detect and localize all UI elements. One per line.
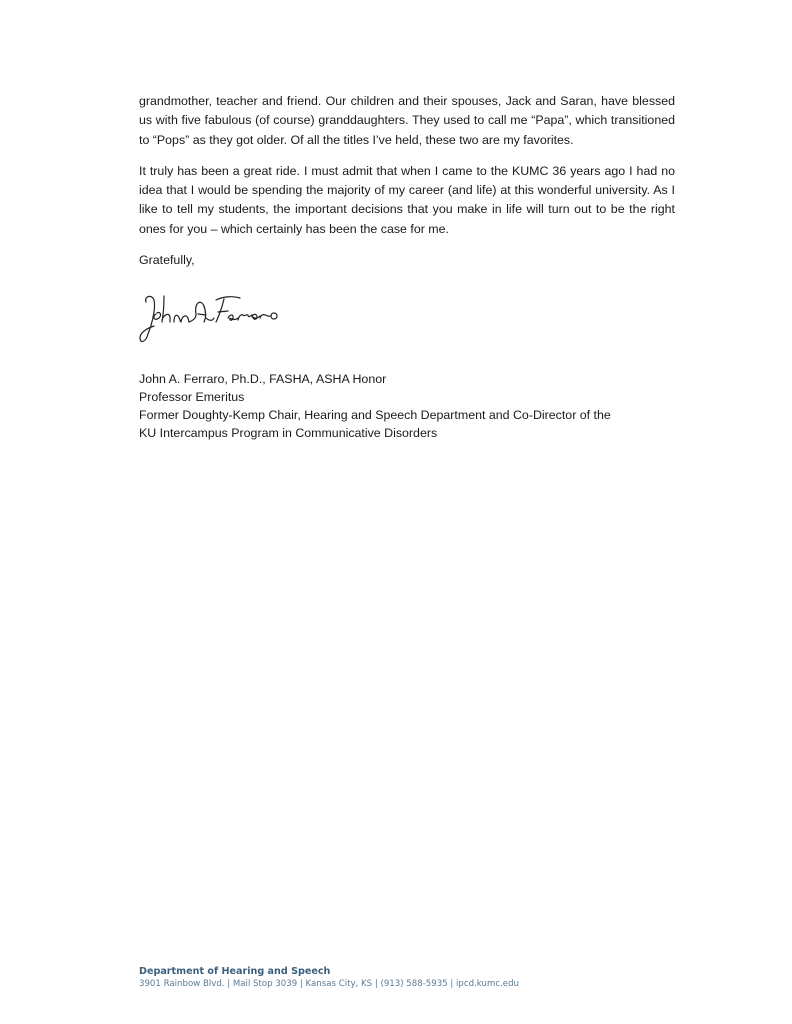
signer-position-line-1: Former Doughty-Kemp Chair, Hearing and Speech Department and Co-Director of the — [139, 408, 611, 422]
signer-position-line-2: KU Intercampus Program in Communicative Disorders — [139, 426, 438, 440]
paragraph-family: grandmother, teacher and friend. Our children and their spouses, Jack and Saran, have blessed us with five fabulous (of course) granddaughters. They used to call me “Papa”, which transitioned to “Pops” as they got older. Of all the titles I’ve held, these two are my favorites. — [139, 94, 675, 147]
signer-name: John A. Ferraro, Ph.D., FASHA, ASHA Honor — [139, 372, 387, 386]
letterhead-footer — [139, 965, 519, 991]
footer-address: 3901 Rainbow Blvd. | Mail Stop 3039 | Kansas City, KS | (913) 588-5935 | ipcd.kumc.edu — [139, 979, 519, 989]
handwritten-signature — [134, 290, 314, 348]
paragraph-career: It truly has been a great ride. I must admit that when I came to the KUMC 36 years ago I had no idea that I would be spending the majority of my career (and life) at this wonderful university. As I like to tell my students, the important decisions that you make in life will turn out to be the right ones for you – which certainly has been the case for me. — [139, 163, 675, 236]
signer-title: Professor Emeritus — [139, 390, 245, 404]
letter-body — [139, 92, 675, 270]
signature-block — [139, 370, 611, 442]
closing-line: Gratefully, — [139, 253, 195, 268]
footer-department: Department of Hearing and Speech — [139, 966, 331, 977]
